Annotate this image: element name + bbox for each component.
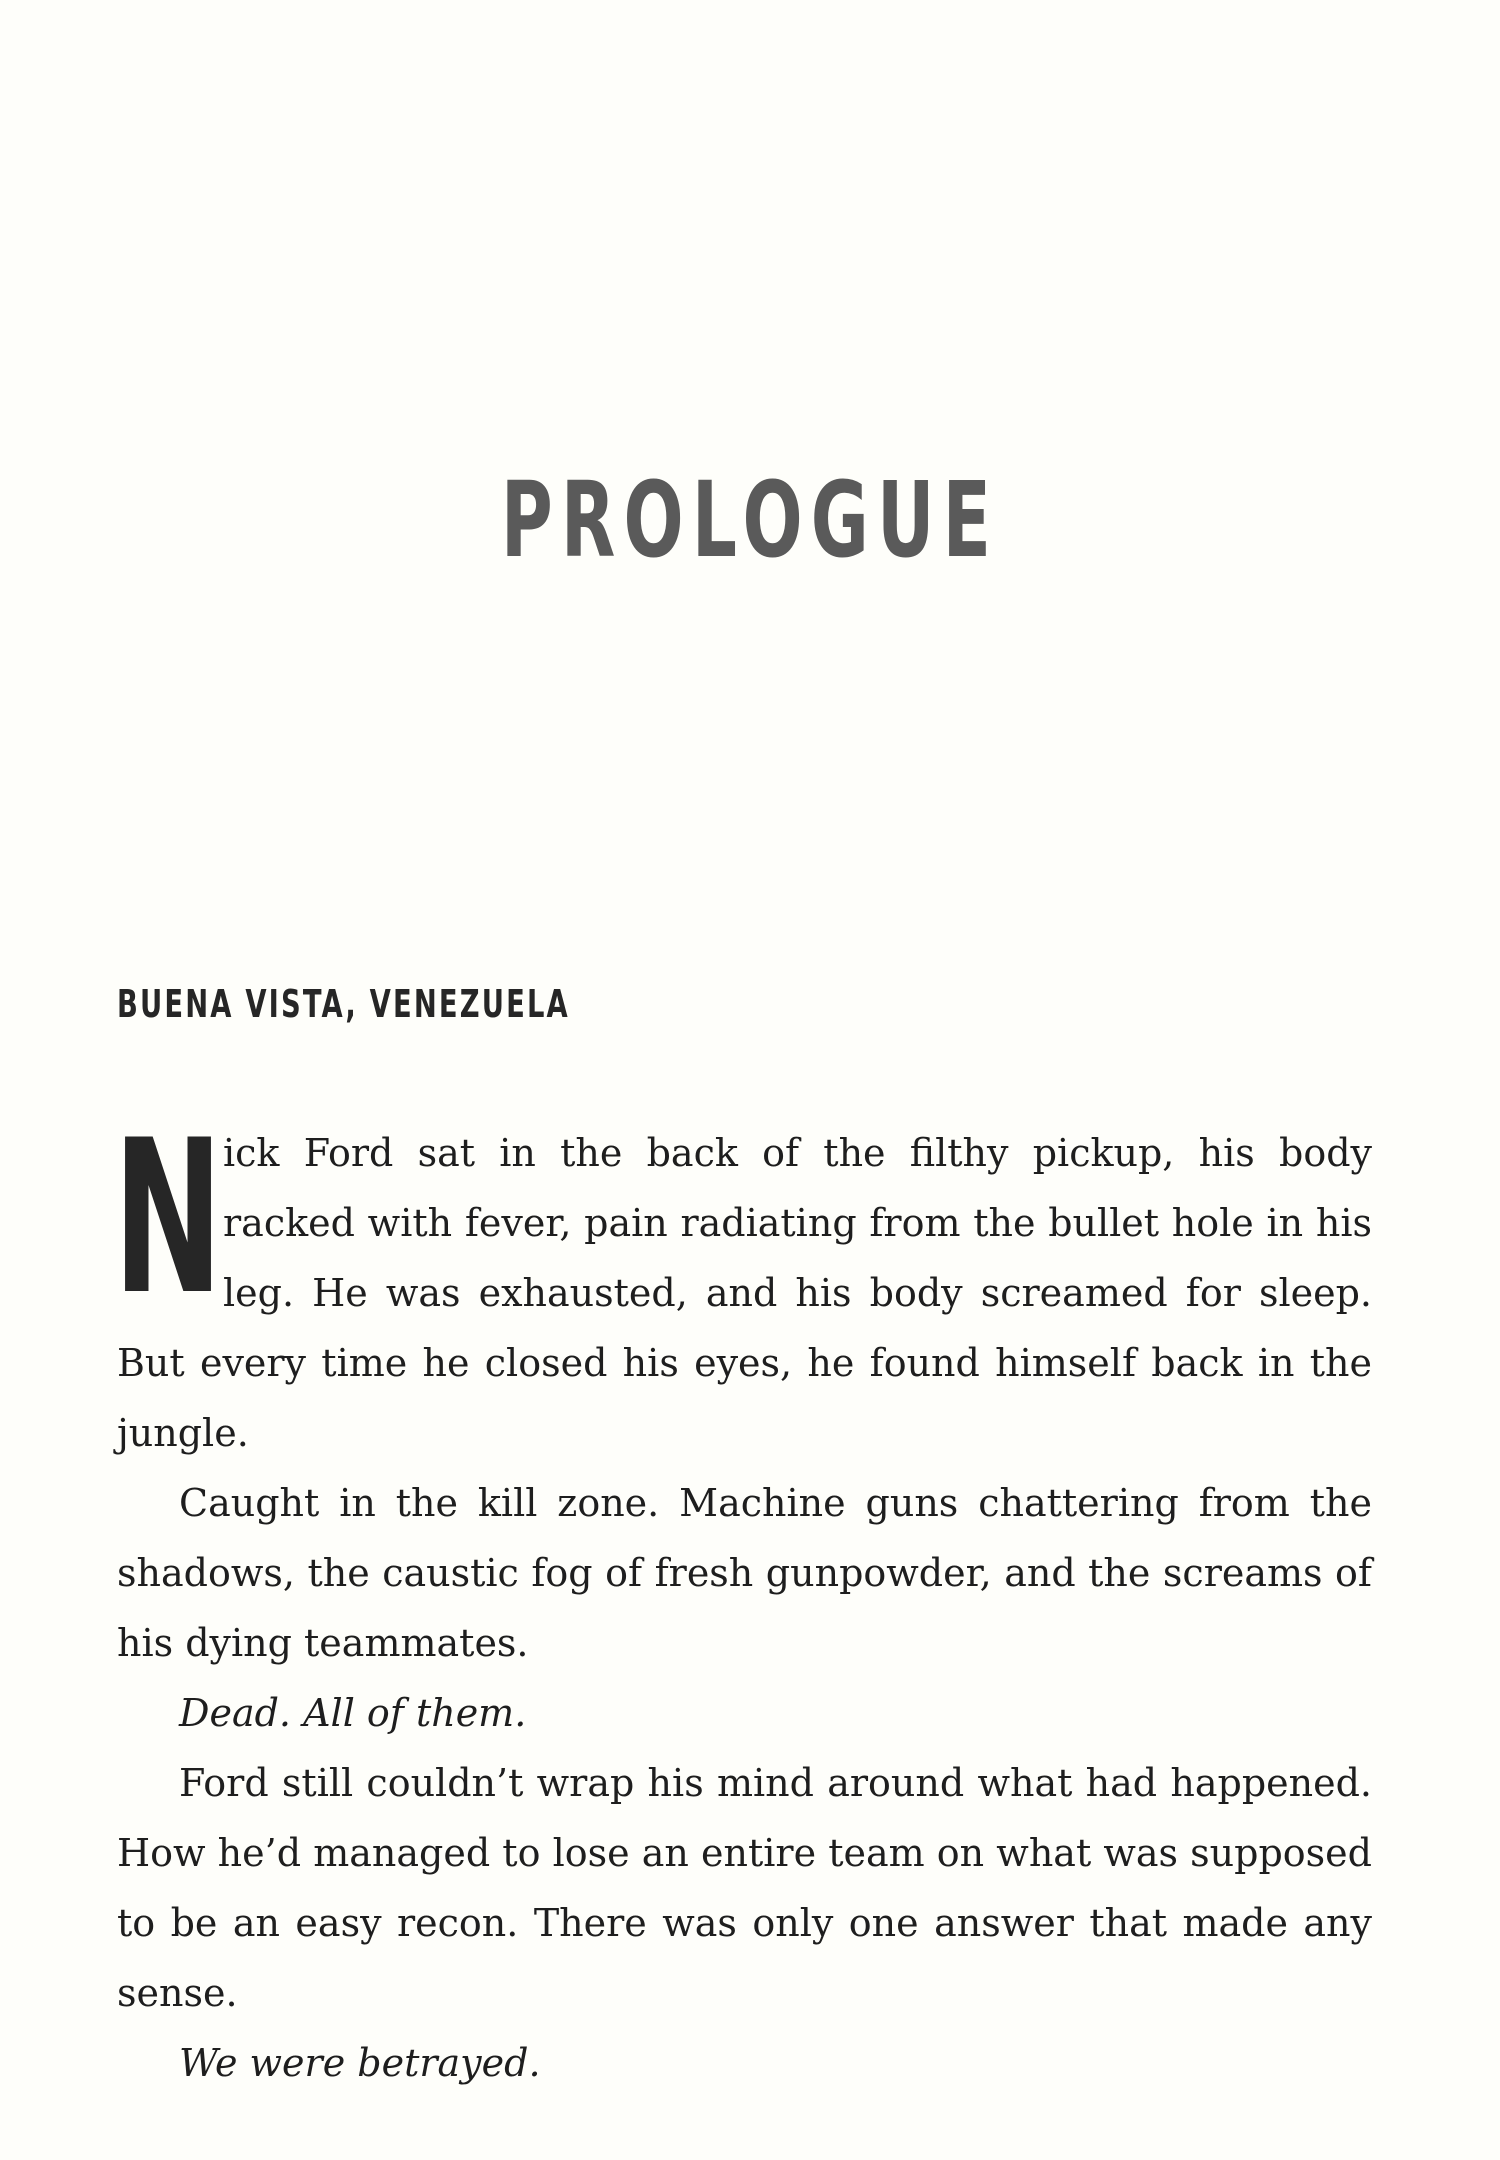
location-heading: BUENA VISTA, VENEZUELA — [117, 982, 570, 1026]
paragraph-3: Dead. All of them. — [179, 1691, 527, 1735]
paragraph-5: We were betrayed. — [179, 2041, 541, 2085]
paragraph-1 — [113, 1094, 1372, 1468]
paragraph-1-text: ick Ford sat in the back of the filthy pickup, his body racked with fever, pain radiating from the bullet hole in his leg. He was exhausted, and his body screamed for sleep. But every time he closed his eyes, he found himself back in the jungle. — [117, 1131, 1372, 1455]
paragraph-4: Ford still couldn’t wrap his mind around what had happened. How he’d managed to lose an entire team on what was supposed to be an easy recon. There was only one answer that made any sense. — [117, 1761, 1372, 2015]
chapter-title: PROLOGUE — [500, 459, 1000, 581]
paragraph-2: Caught in the kill zone. Machine guns chattering from the shadows, the caustic fog of fresh gunpowder, and the screams of his dying teammates. — [117, 1481, 1372, 1665]
drop-cap: N — [113, 1094, 224, 1341]
body-text — [113, 1094, 1372, 2098]
